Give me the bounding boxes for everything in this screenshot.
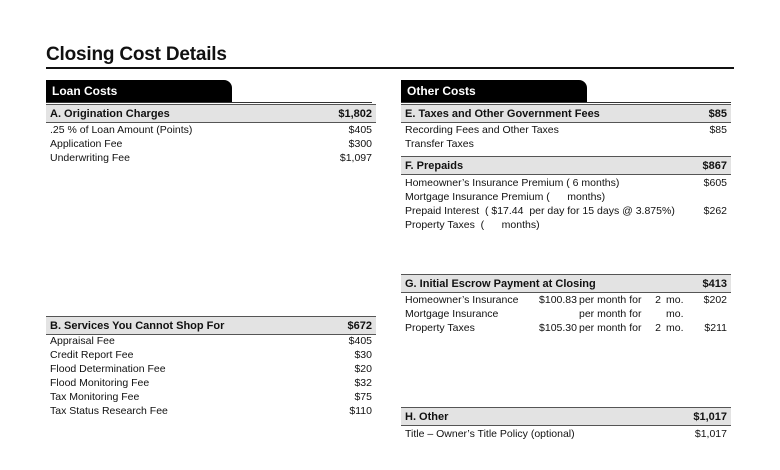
item-value: $211 bbox=[704, 322, 727, 334]
line-item bbox=[46, 151, 376, 165]
item-label: Property Taxes ( months) bbox=[405, 219, 540, 231]
item-value: $405 bbox=[348, 335, 372, 347]
per-month-text: per month for bbox=[579, 294, 642, 306]
line-item bbox=[401, 204, 731, 218]
other-costs-rule bbox=[401, 102, 731, 103]
services-cannot-shop-header bbox=[46, 316, 376, 335]
escrow-row bbox=[401, 293, 731, 307]
item-value: $75 bbox=[354, 391, 372, 403]
origination-charges-header bbox=[46, 104, 376, 123]
escrow-row bbox=[401, 321, 731, 335]
month-count: 2 bbox=[655, 322, 661, 334]
prepaids-header bbox=[401, 156, 731, 175]
item-value: $300 bbox=[348, 138, 372, 150]
item-label: Homeowner’s Insurance bbox=[405, 294, 519, 306]
item-label: Credit Report Fee bbox=[50, 349, 134, 361]
monthly-rate: $105.30 bbox=[539, 322, 577, 334]
title-divider bbox=[46, 67, 734, 69]
line-item bbox=[401, 176, 731, 190]
item-label: Transfer Taxes bbox=[405, 138, 474, 150]
item-value: $605 bbox=[703, 177, 727, 189]
per-month-text: per month for bbox=[579, 322, 642, 334]
line-item bbox=[401, 190, 731, 204]
monthly-rate: $100.83 bbox=[539, 294, 577, 306]
section-total: $85 bbox=[708, 108, 727, 120]
line-item bbox=[401, 427, 731, 441]
item-label: Prepaid Interest ( $17.44 per day for 15 days @ 3.875%) bbox=[405, 205, 675, 217]
initial-escrow-header bbox=[401, 274, 731, 293]
loan-costs-tab: Loan Costs bbox=[46, 80, 232, 102]
item-value: $1,097 bbox=[339, 152, 372, 164]
line-item bbox=[46, 404, 376, 418]
item-value: $202 bbox=[703, 294, 727, 306]
item-value: $30 bbox=[354, 349, 372, 361]
line-item bbox=[46, 334, 376, 348]
section-total: $672 bbox=[347, 320, 372, 332]
section-label: F. Prepaids bbox=[405, 160, 464, 172]
line-item bbox=[46, 348, 376, 362]
item-label: .25 % of Loan Amount (Points) bbox=[50, 124, 193, 136]
item-value: $262 bbox=[703, 205, 727, 217]
per-month-text: per month for bbox=[579, 308, 642, 320]
line-item bbox=[46, 123, 376, 137]
section-label: A. Origination Charges bbox=[50, 108, 170, 120]
other-header bbox=[401, 407, 731, 426]
item-label: Underwriting Fee bbox=[50, 152, 130, 164]
section-total: $1,017 bbox=[693, 411, 727, 423]
item-label: Application Fee bbox=[50, 138, 123, 150]
section-label: E. Taxes and Other Government Fees bbox=[405, 108, 600, 120]
item-value: $32 bbox=[354, 377, 372, 389]
line-item bbox=[401, 123, 731, 137]
loan-costs-rule bbox=[46, 102, 372, 103]
escrow-row bbox=[401, 307, 731, 321]
item-label: Flood Monitoring Fee bbox=[50, 377, 150, 389]
month-count: 2 bbox=[655, 294, 661, 306]
page-title: Closing Cost Details bbox=[46, 44, 227, 65]
line-item bbox=[401, 218, 731, 232]
line-item bbox=[46, 137, 376, 151]
item-value: $20 bbox=[354, 363, 372, 375]
section-total: $413 bbox=[702, 278, 727, 290]
taxes-government-fees-header bbox=[401, 104, 731, 123]
mo-text: mo. bbox=[666, 294, 684, 306]
section-total: $1,802 bbox=[338, 108, 372, 120]
mo-text: mo. bbox=[666, 322, 684, 334]
item-label: Mortgage Insurance bbox=[405, 308, 499, 320]
item-label: Mortgage Insurance Premium ( months) bbox=[405, 191, 606, 203]
line-item bbox=[46, 390, 376, 404]
item-value: $1,017 bbox=[694, 428, 727, 440]
item-label: Appraisal Fee bbox=[50, 335, 115, 347]
item-label: Homeowner’s Insurance Premium ( 6 months) bbox=[405, 177, 620, 189]
mo-text: mo. bbox=[666, 308, 684, 320]
item-label: Flood Determination Fee bbox=[50, 363, 166, 375]
line-item bbox=[46, 376, 376, 390]
section-total: $867 bbox=[702, 160, 727, 172]
item-label: Tax Monitoring Fee bbox=[50, 391, 140, 403]
item-label: Recording Fees and Other Taxes bbox=[405, 124, 559, 136]
item-value: $110 bbox=[349, 405, 372, 417]
section-label: H. Other bbox=[405, 411, 449, 423]
line-item bbox=[46, 362, 376, 376]
other-costs-tab: Other Costs bbox=[401, 80, 587, 102]
section-label: G. Initial Escrow Payment at Closing bbox=[405, 278, 596, 290]
item-value: $85 bbox=[709, 124, 727, 136]
item-label: Title – Owner’s Title Policy (optional) bbox=[405, 428, 575, 440]
line-item bbox=[401, 137, 731, 151]
section-label: B. Services You Cannot Shop For bbox=[50, 320, 225, 332]
item-label: Tax Status Research Fee bbox=[50, 405, 168, 417]
item-label: Property Taxes bbox=[405, 322, 475, 334]
item-value: $405 bbox=[348, 124, 372, 136]
